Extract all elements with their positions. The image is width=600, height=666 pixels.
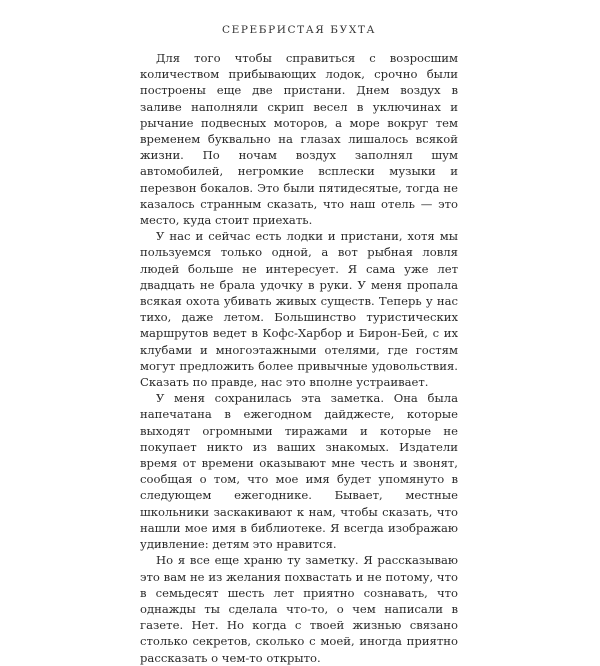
body-text [140, 50, 458, 666]
running-head: СЕРЕБРИСТАЯ БУХТА [221, 24, 377, 36]
paragraph-2: У нас и сейчас есть лодки и пристани, хотя мы пользуемся только одной, а вот рыбная ловля людей больше не интересует. Я сама уже лет двадцать не брала удочку в руки. У меня пропала всякая охота убивать живых существ. Теперь у нас тихо, даже летом. Большинство туристических маршрутов ведет в Кофс-Харбор и Бирон-Бей, с их клубами и многоэтажными отелями, где гостям могут предложить более привычные удовольствия. Сказать по правде, нас это вполне устраивает. [140, 229, 458, 390]
book-page [140, 24, 458, 666]
paragraph-4: Но я все еще храню ту заметку. Я рассказываю это вам не из желания похвастать и не потому, что в семьдесят шесть лет приятно сознавать, что однажды ты сделала что-то, о чем написали в газете. Нет. Но когда с твоей жизнью связано столько секретов, сколько с моей, иногда приятно рассказать о чем-то открыто. [140, 553, 458, 665]
paragraph-1: Для того чтобы справиться с возросшим количеством прибывающих лодок, срочно были построены еще две пристани. Днем воздух в заливе наполняли скрип весел в уключинах и рычание подвесных моторов, а море вокруг тем временем буквально на глазах лишалось всякой жизни. По ночам воздух заполнял шум автомобилей, негромкие всплески музыки и перезвон бокалов. Это были пятидесятые, тогда не казалось странным сказать, что наш отель — это место, куда стоит приехать. [140, 51, 458, 228]
paragraph-3: У меня сохранилась эта заметка. Она была напечатана в ежегодном дайджесте, которые выходят огромными тиражами и которые не покупает никто из ваших знакомых. Издатели время от времени оказывают мне честь и звонят, сообщая о том, что мое имя будет упомянуто в следующем ежегоднике. Бывает, местные школьники заскакивают к нам, чтобы сказать, что нашли мое имя в библиотеке. Я всегда изображаю удивление: детям это нравится. [140, 391, 458, 552]
